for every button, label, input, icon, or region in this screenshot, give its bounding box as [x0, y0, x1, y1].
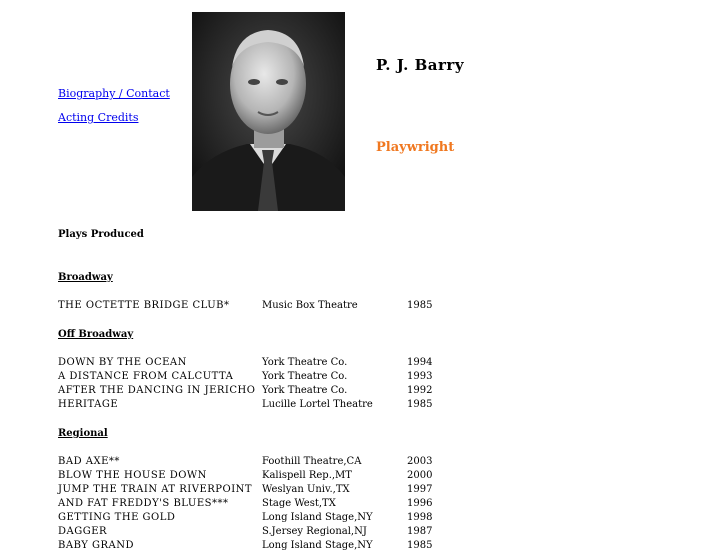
play-row — [0, 385, 727, 399]
play-row — [0, 456, 727, 470]
play-year: 1985 — [407, 300, 433, 311]
play-year: 1998 — [407, 512, 433, 523]
play-title: A DISTANCE FROM CALCUTTA — [58, 371, 234, 382]
play-venue: York Theatre Co. — [262, 371, 348, 382]
section-title: Broadway — [58, 272, 113, 283]
plays-produced-heading: Plays Produced — [58, 229, 144, 240]
section-title: Regional — [58, 428, 108, 439]
play-year: 1985 — [407, 399, 433, 410]
play-venue: Long Island Stage,NY — [262, 540, 373, 551]
play-title: DOWN BY THE OCEAN — [58, 357, 187, 368]
play-title: GETTING THE GOLD — [58, 512, 176, 523]
play-venue: Kalispell Rep.,MT — [262, 470, 352, 481]
section-title: Off Broadway — [58, 329, 134, 340]
play-venue: S.Jersey Regional,NJ — [262, 526, 367, 537]
play-row — [0, 540, 727, 554]
play-row — [0, 526, 727, 540]
portrait-image — [192, 12, 345, 211]
acting-credits-link[interactable]: Acting Credits — [58, 111, 139, 124]
play-row — [0, 498, 727, 512]
play-year: 1997 — [407, 484, 433, 495]
play-year: 1985 — [407, 540, 433, 551]
play-venue: Weslyan Univ.,TX — [262, 484, 350, 495]
play-title: HERITAGE — [58, 399, 119, 410]
page-title: P. J. Barry — [376, 56, 465, 74]
play-year: 2000 — [407, 470, 433, 481]
play-row — [0, 300, 727, 314]
play-title: DAGGER — [58, 526, 108, 537]
play-title: THE OCTETTE BRIDGE CLUB* — [58, 300, 230, 311]
play-venue: Foothill Theatre,CA — [262, 456, 362, 467]
play-year: 2003 — [407, 456, 433, 467]
play-year: 1993 — [407, 371, 433, 382]
play-title: AFTER THE DANCING IN JERICHO — [58, 385, 256, 396]
play-year: 1987 — [407, 526, 433, 537]
play-venue: Music Box Theatre — [262, 300, 358, 311]
portrait-photo — [192, 12, 345, 211]
play-venue: Long Island Stage,NY — [262, 512, 373, 523]
play-venue: Lucille Lortel Theatre — [262, 399, 373, 410]
play-title: BABY GRAND — [58, 540, 135, 551]
play-row — [0, 357, 727, 371]
biography-contact-link[interactable]: Biography / Contact — [58, 87, 170, 100]
play-year: 1996 — [407, 498, 433, 509]
play-title: BAD AXE** — [58, 456, 120, 467]
play-venue: Stage West,TX — [262, 498, 336, 509]
play-row — [0, 484, 727, 498]
play-row — [0, 470, 727, 484]
play-venue: York Theatre Co. — [262, 385, 348, 396]
play-title: AND FAT FREDDY'S BLUES*** — [58, 498, 229, 509]
play-title: BLOW THE HOUSE DOWN — [58, 470, 207, 481]
play-year: 1992 — [407, 385, 433, 396]
play-year: 1994 — [407, 357, 433, 368]
play-title: JUMP THE TRAIN AT RIVERPOINT — [58, 484, 253, 495]
role-label: Playwright — [376, 140, 455, 155]
play-venue: York Theatre Co. — [262, 357, 348, 368]
play-row — [0, 512, 727, 526]
play-row — [0, 371, 727, 385]
play-row — [0, 399, 727, 413]
